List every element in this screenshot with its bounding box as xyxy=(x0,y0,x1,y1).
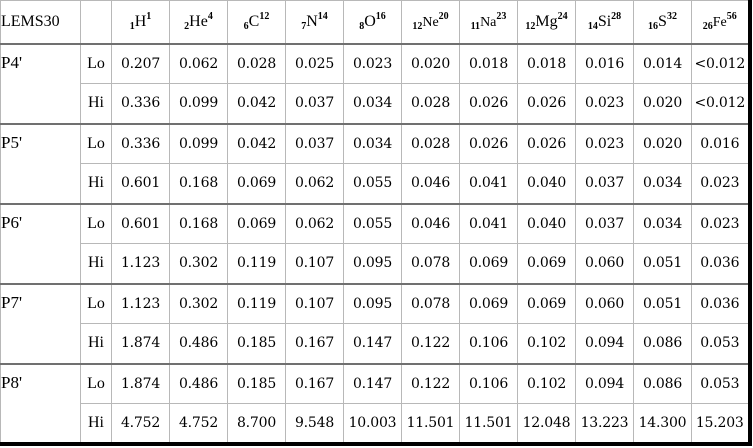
value-cell: 0.060 xyxy=(576,284,634,324)
value-cell: 0.034 xyxy=(634,164,692,204)
value-cell: 0.094 xyxy=(576,364,634,404)
mass-number: 32 xyxy=(666,11,677,23)
value-cell: 0.041 xyxy=(460,164,518,204)
value-cell: 0.036 xyxy=(692,284,750,324)
column-header-o xyxy=(344,1,402,44)
value-cell: 0.095 xyxy=(344,244,402,284)
value-cell: 1.874 xyxy=(112,324,170,364)
mass-number: 1 xyxy=(146,11,152,23)
value-cell: 15.203 xyxy=(692,404,750,444)
value-cell: 0.086 xyxy=(634,324,692,364)
channel-label: P4' xyxy=(1,44,81,124)
value-cell: 0.026 xyxy=(518,124,576,164)
level-label: Hi xyxy=(81,164,112,204)
value-cell: 0.086 xyxy=(634,364,692,404)
atomic-number: 16 xyxy=(648,21,659,33)
value-cell: 0.094 xyxy=(576,324,634,364)
table-row xyxy=(1,324,750,364)
value-cell: 0.026 xyxy=(460,84,518,124)
value-cell: 0.026 xyxy=(460,124,518,164)
value-cell: 0.185 xyxy=(228,324,286,364)
value-cell: 0.336 xyxy=(112,124,170,164)
table-row xyxy=(1,404,750,444)
value-cell: 0.046 xyxy=(402,164,460,204)
value-cell: 0.167 xyxy=(286,364,344,404)
value-cell: 0.037 xyxy=(286,84,344,124)
level-label: Lo xyxy=(81,124,112,164)
value-cell: 0.102 xyxy=(518,324,576,364)
column-header-mg xyxy=(518,1,576,44)
value-cell: 0.023 xyxy=(576,124,634,164)
value-cell: 0.069 xyxy=(228,204,286,244)
value-cell: 0.023 xyxy=(344,44,402,84)
value-cell: 0.062 xyxy=(286,164,344,204)
element-symbol: He xyxy=(189,13,208,31)
element-symbol: Na xyxy=(480,15,497,31)
value-cell: 0.168 xyxy=(170,204,228,244)
value-cell: 0.051 xyxy=(634,244,692,284)
atomic-number: 1 xyxy=(129,21,135,33)
value-cell: 0.046 xyxy=(402,204,460,244)
value-cell: 4.752 xyxy=(112,404,170,444)
value-cell: 0.053 xyxy=(692,324,750,364)
table-row xyxy=(1,284,750,324)
value-cell: 0.023 xyxy=(692,204,750,244)
value-cell: 0.107 xyxy=(286,244,344,284)
level-label: Hi xyxy=(81,84,112,124)
value-cell: 0.040 xyxy=(518,204,576,244)
value-cell: 0.119 xyxy=(228,244,286,284)
value-cell: 0.060 xyxy=(576,244,634,284)
level-label: Lo xyxy=(81,204,112,244)
column-header-n xyxy=(286,1,344,44)
value-cell: 0.336 xyxy=(112,84,170,124)
value-cell: 0.168 xyxy=(170,164,228,204)
value-cell: 0.037 xyxy=(576,164,634,204)
value-cell: 0.037 xyxy=(286,124,344,164)
value-cell: 0.041 xyxy=(460,204,518,244)
value-cell: 0.014 xyxy=(634,44,692,84)
column-header-ne xyxy=(402,1,460,44)
value-cell: 0.486 xyxy=(170,364,228,404)
element-symbol: C xyxy=(248,13,260,31)
column-header-he xyxy=(170,1,228,44)
element-symbol: Si xyxy=(597,13,612,31)
table-row xyxy=(1,164,750,204)
table-row xyxy=(1,244,750,284)
value-cell: 0.018 xyxy=(518,44,576,84)
value-cell: 0.034 xyxy=(344,124,402,164)
element-symbol: N xyxy=(306,13,318,31)
value-cell: 0.106 xyxy=(460,364,518,404)
value-cell: 0.051 xyxy=(634,284,692,324)
value-cell: 0.023 xyxy=(692,164,750,204)
blank-header-cell xyxy=(81,1,112,44)
level-label: Hi xyxy=(81,404,112,444)
value-cell: 12.048 xyxy=(518,404,576,444)
element-symbol: Ne xyxy=(422,15,439,31)
value-cell: 0.028 xyxy=(402,124,460,164)
value-cell: 0.078 xyxy=(402,244,460,284)
value-cell: 0.069 xyxy=(518,244,576,284)
atomic-number: 7 xyxy=(301,21,307,33)
value-cell: 0.122 xyxy=(402,324,460,364)
value-cell: 0.106 xyxy=(460,324,518,364)
atomic-number: 2 xyxy=(184,21,190,33)
value-cell: 0.486 xyxy=(170,324,228,364)
value-cell: 4.752 xyxy=(170,404,228,444)
channel-label: P6' xyxy=(1,204,81,284)
value-cell: 0.062 xyxy=(170,44,228,84)
value-cell: 11.501 xyxy=(402,404,460,444)
value-cell: 1.874 xyxy=(112,364,170,404)
channel-label: P8' xyxy=(1,364,81,444)
value-cell: 0.122 xyxy=(402,364,460,404)
mass-number: 20 xyxy=(438,11,449,23)
value-cell: 0.026 xyxy=(518,84,576,124)
atomic-number: 14 xyxy=(587,21,598,33)
value-cell: 0.302 xyxy=(170,244,228,284)
value-cell: 9.548 xyxy=(286,404,344,444)
atomic-number: 6 xyxy=(243,21,249,33)
value-cell: 11.501 xyxy=(460,404,518,444)
value-cell: 0.167 xyxy=(286,324,344,364)
element-symbol: H xyxy=(134,13,147,31)
value-cell: 10.003 xyxy=(344,404,402,444)
value-cell: 0.034 xyxy=(634,204,692,244)
table-row xyxy=(1,204,750,244)
atomic-number: 8 xyxy=(359,21,365,33)
value-cell: 0.069 xyxy=(518,284,576,324)
value-cell: 0.020 xyxy=(402,44,460,84)
value-cell: 0.040 xyxy=(518,164,576,204)
value-cell: 0.102 xyxy=(518,364,576,404)
column-header-si xyxy=(576,1,634,44)
column-header-s xyxy=(634,1,692,44)
value-cell: 0.028 xyxy=(402,84,460,124)
value-cell: 0.119 xyxy=(228,284,286,324)
value-cell: 0.099 xyxy=(170,84,228,124)
table-row xyxy=(1,124,750,164)
value-cell: 1.123 xyxy=(112,244,170,284)
value-cell: 0.023 xyxy=(576,84,634,124)
value-cell: 0.025 xyxy=(286,44,344,84)
value-cell: 0.185 xyxy=(228,364,286,404)
value-cell: 13.223 xyxy=(576,404,634,444)
level-label: Lo xyxy=(81,284,112,324)
value-cell: 0.069 xyxy=(460,284,518,324)
value-cell: 0.036 xyxy=(692,244,750,284)
element-symbol: O xyxy=(364,13,376,31)
mass-number: 16 xyxy=(375,11,386,23)
channel-label: P5' xyxy=(1,124,81,204)
mass-number: 12 xyxy=(259,11,270,23)
mass-number: 23 xyxy=(496,11,507,23)
value-cell: 8.700 xyxy=(228,404,286,444)
atomic-number: 12 xyxy=(525,21,536,33)
level-label: Hi xyxy=(81,324,112,364)
mass-number: 56 xyxy=(726,11,737,23)
value-cell: 0.053 xyxy=(692,364,750,404)
value-cell: 0.020 xyxy=(634,124,692,164)
value-cell: 0.601 xyxy=(112,204,170,244)
value-cell: 1.123 xyxy=(112,284,170,324)
value-cell: 0.055 xyxy=(344,164,402,204)
value-cell: 0.069 xyxy=(228,164,286,204)
table-row xyxy=(1,44,750,84)
value-cell: 0.028 xyxy=(228,44,286,84)
table-row xyxy=(1,364,750,404)
atomic-number: 12 xyxy=(412,21,423,33)
value-cell: 0.302 xyxy=(170,284,228,324)
atomic-number: 11 xyxy=(470,21,481,33)
value-cell: 0.037 xyxy=(576,204,634,244)
value-cell: 0.062 xyxy=(286,204,344,244)
value-cell: 0.069 xyxy=(460,244,518,284)
value-cell: 0.042 xyxy=(228,124,286,164)
value-cell: 0.147 xyxy=(344,364,402,404)
value-cell: 0.034 xyxy=(344,84,402,124)
element-symbol: Fe xyxy=(712,15,727,31)
mass-number: 14 xyxy=(317,11,328,23)
value-cell: 0.016 xyxy=(692,124,750,164)
atomic-number: 26 xyxy=(702,21,713,33)
mass-number: 24 xyxy=(557,11,568,23)
level-label: Hi xyxy=(81,244,112,284)
table-row xyxy=(1,84,750,124)
value-cell: 0.107 xyxy=(286,284,344,324)
value-cell: 0.018 xyxy=(460,44,518,84)
corner-label: LEMS30 xyxy=(1,1,81,44)
value-cell: 0.099 xyxy=(170,124,228,164)
value-cell: 0.207 xyxy=(112,44,170,84)
value-cell: <0.012 xyxy=(692,44,750,84)
value-cell: <0.012 xyxy=(692,84,750,124)
value-cell: 0.095 xyxy=(344,284,402,324)
mass-number: 4 xyxy=(207,11,213,23)
value-cell: 14.300 xyxy=(634,404,692,444)
level-label: Lo xyxy=(81,364,112,404)
value-cell: 0.042 xyxy=(228,84,286,124)
level-label: Lo xyxy=(81,44,112,84)
column-header-na xyxy=(460,1,518,44)
value-cell: 0.078 xyxy=(402,284,460,324)
mass-number: 28 xyxy=(611,11,622,23)
column-header-h xyxy=(112,1,170,44)
value-cell: 0.147 xyxy=(344,324,402,364)
element-symbol: S xyxy=(658,13,667,31)
channel-label: P7' xyxy=(1,284,81,364)
column-header-fe xyxy=(692,1,750,44)
value-cell: 0.601 xyxy=(112,164,170,204)
value-cell: 0.020 xyxy=(634,84,692,124)
header-row xyxy=(1,1,750,44)
element-symbol: Mg xyxy=(535,13,558,31)
column-header-c xyxy=(228,1,286,44)
value-cell: 0.016 xyxy=(576,44,634,84)
value-cell: 0.055 xyxy=(344,204,402,244)
